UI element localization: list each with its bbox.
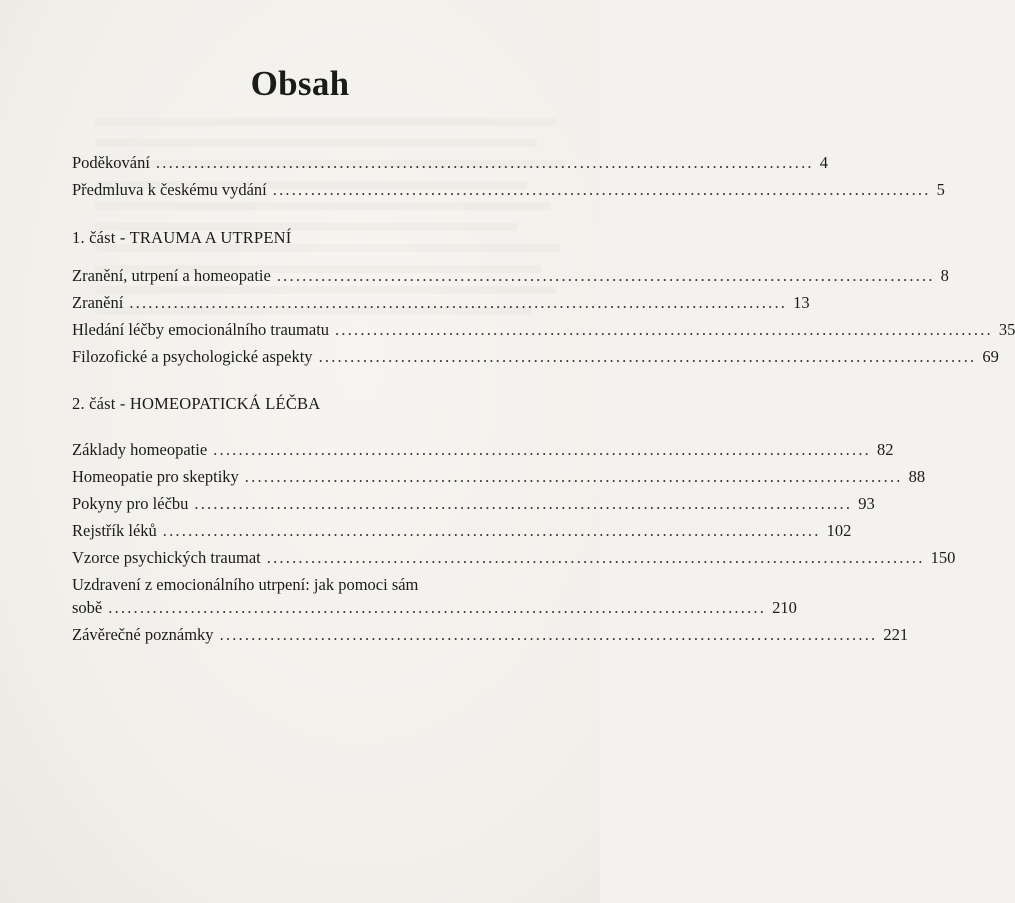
toc-entry[interactable] bbox=[72, 467, 926, 489]
toc-entry-label: Zranění, utrpení a homeopatie bbox=[72, 266, 271, 285]
toc-entry-label: Zranění bbox=[72, 293, 124, 312]
toc-entry-label: Pokyny pro léčbu bbox=[72, 494, 189, 513]
toc-entry[interactable] bbox=[72, 440, 894, 462]
toc-entry[interactable] bbox=[72, 153, 828, 175]
leader-dots: ........................................................................................................ bbox=[266, 548, 925, 567]
toc-entry[interactable] bbox=[72, 347, 999, 369]
toc-entry-page: 210 bbox=[772, 598, 797, 617]
toc-entry[interactable] bbox=[72, 320, 1015, 342]
leader-dots: ........................................................................................................ bbox=[335, 320, 993, 339]
toc-entry-page: 13 bbox=[793, 293, 810, 312]
leader-dots: ........................................................................................................ bbox=[272, 180, 931, 199]
part-heading: 2. část - HOMEOPATICKÁ LÉČBA bbox=[72, 394, 321, 413]
leader-dots: ........................................................................................................ bbox=[129, 293, 788, 312]
toc-entry[interactable] bbox=[72, 293, 810, 315]
toc-entry-page: 8 bbox=[940, 266, 949, 285]
page-title: Obsah bbox=[250, 64, 350, 103]
leader-dots: ........................................................................................................ bbox=[108, 598, 767, 617]
toc-entry[interactable] bbox=[72, 266, 949, 288]
leader-dots: ........................................................................................................ bbox=[155, 153, 814, 172]
toc-entry[interactable] bbox=[72, 521, 852, 543]
leader-dots: ........................................................................................................ bbox=[244, 467, 903, 486]
toc-entry-label: Vzorce psychických traumat bbox=[72, 548, 261, 567]
toc-entry-page: 88 bbox=[908, 467, 926, 486]
toc-entry-label: Základy homeopatie bbox=[72, 440, 208, 459]
toc-entry-label-line1[interactable]: Uzdravení z emocionálního utrpení: jak pomoci sám bbox=[72, 575, 419, 594]
toc-entry-page: 102 bbox=[826, 521, 852, 540]
toc-entry-label: Rejstřík léků bbox=[72, 521, 157, 540]
toc-entry[interactable] bbox=[72, 548, 956, 570]
toc-entry-label: sobě bbox=[72, 598, 103, 617]
part-heading: 1. část - TRAUMA A UTRPENÍ bbox=[72, 228, 292, 247]
toc-entry-label: Hledání léčby emocionálního traumatu bbox=[72, 320, 330, 339]
toc-entry-page: 93 bbox=[858, 494, 875, 513]
leader-dots: ........................................................................................................ bbox=[213, 440, 871, 459]
leader-dots: ........................................................................................................ bbox=[318, 347, 977, 366]
toc-entry[interactable] bbox=[72, 494, 875, 516]
toc-entry-page: 221 bbox=[883, 625, 909, 644]
toc-entry[interactable] bbox=[72, 180, 945, 202]
toc-entry-page: 5 bbox=[936, 180, 945, 199]
toc-entry-label: Závěrečné poznámky bbox=[72, 625, 214, 644]
leader-dots: ........................................................................................................ bbox=[162, 521, 821, 540]
toc-entry-page: 35 bbox=[998, 320, 1015, 339]
toc-entry-label: Poděkování bbox=[72, 153, 150, 172]
toc-entry[interactable] bbox=[72, 598, 797, 620]
leader-dots: ........................................................................................................ bbox=[219, 625, 878, 644]
toc-entry-page: 82 bbox=[876, 440, 894, 459]
toc-entry-label: Předmluva k českému vydání bbox=[72, 180, 267, 199]
leader-dots: ........................................................................................................ bbox=[194, 494, 853, 513]
toc-entry-page: 4 bbox=[819, 153, 828, 172]
leader-dots: ........................................................................................................ bbox=[276, 266, 935, 285]
toc-entry-label: Homeopatie pro skeptiky bbox=[72, 467, 239, 486]
toc-entry-page: 69 bbox=[982, 347, 999, 366]
toc-entry-page: 150 bbox=[930, 548, 956, 567]
toc-entry[interactable] bbox=[72, 625, 909, 647]
toc-entry-label: Filozofické a psychologické aspekty bbox=[72, 347, 313, 366]
